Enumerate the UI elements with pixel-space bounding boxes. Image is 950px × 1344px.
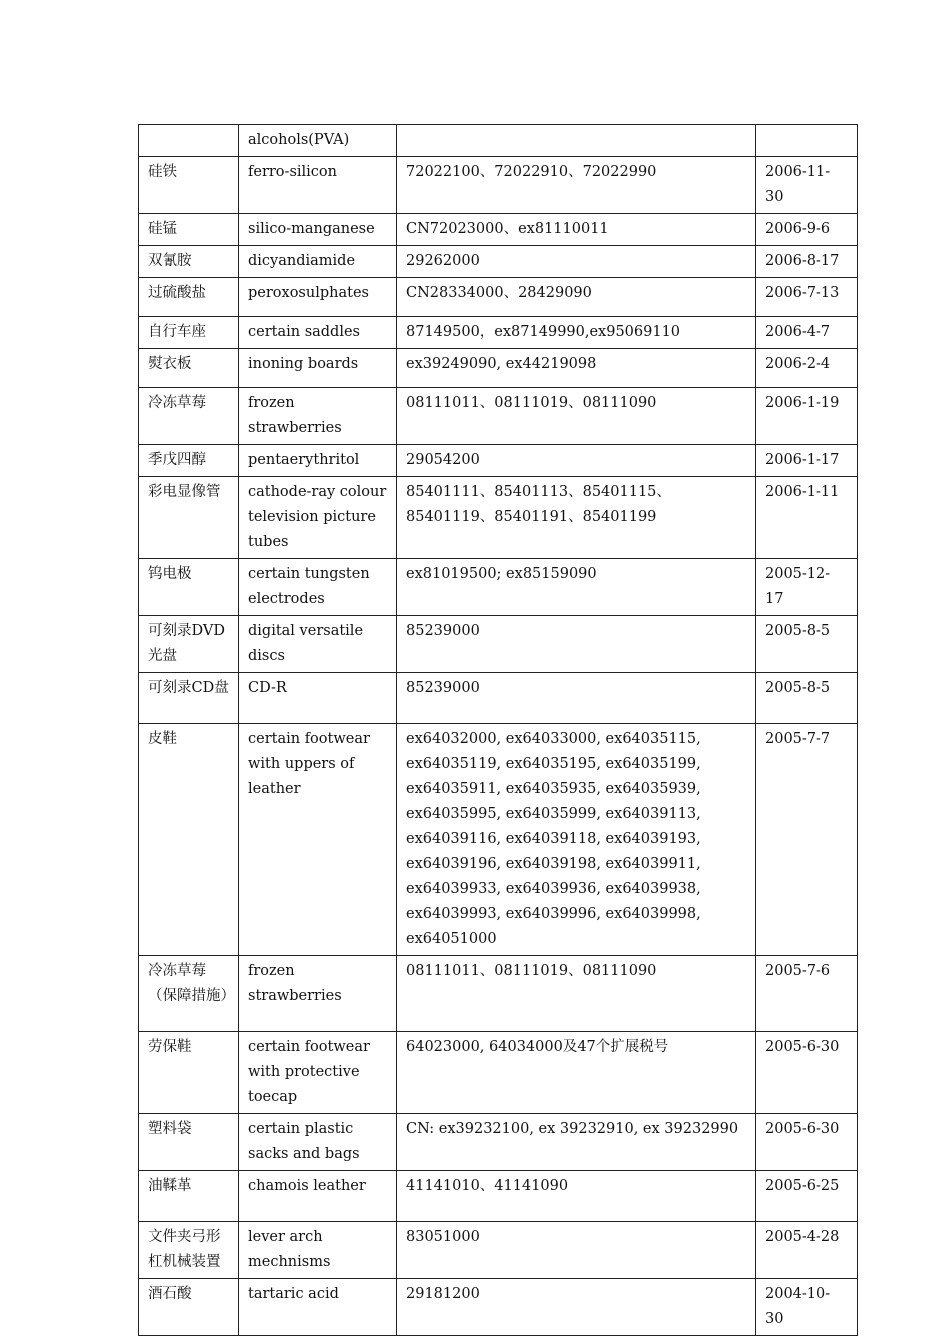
- tariff-codes: 85239000: [397, 673, 756, 724]
- product-name-en: frozen strawberries: [239, 388, 397, 445]
- tariff-codes: CN72023000、ex81110011: [397, 214, 756, 246]
- tariff-codes: CN: ex39232100, ex 39232910, ex 39232990: [397, 1114, 756, 1171]
- product-name-en: dicyandiamide: [239, 246, 397, 278]
- tariff-codes: 72022100、72022910、72022990: [397, 157, 756, 214]
- product-name-cn: 钨电极: [139, 559, 239, 616]
- tariff-codes: 64023000, 64034000及47个扩展税号: [397, 1032, 756, 1114]
- product-name-cn: 塑料袋: [139, 1114, 239, 1171]
- tariff-codes: ex64032000, ex64033000, ex64035115, ex64035119, ex64035195, ex64035199, ex64035911, ex64035935, ex64035939, ex64035995, ex64035999, ex64039113, ex64039116, ex64039118, ex64039193, ex64039196, ex64039198, ex64039911, ex64039933, ex64039936, ex64039938, ex64039993, ex64039996, ex64039998, ex64051000: [397, 724, 756, 956]
- table-row: [139, 388, 858, 445]
- product-name-cn: 过硫酸盐: [139, 278, 239, 317]
- tariff-codes: 29054200: [397, 445, 756, 477]
- case-date: 2006-1-19: [756, 388, 858, 445]
- product-name-en: silico-manganese: [239, 214, 397, 246]
- table-row: [139, 1222, 858, 1279]
- product-name-en: peroxosulphates: [239, 278, 397, 317]
- case-date: 2005-8-5: [756, 673, 858, 724]
- table-row: [139, 477, 858, 559]
- product-name-en: certain plastic sacks and bags: [239, 1114, 397, 1171]
- product-name-en: frozen strawberries: [239, 956, 397, 1032]
- tariff-codes: 85401111、85401113、85401115、85401119、85401191、85401199: [397, 477, 756, 559]
- tariff-codes: 29262000: [397, 246, 756, 278]
- product-name-cn: 可刻录DVD光盘: [139, 616, 239, 673]
- table-row: [139, 278, 858, 317]
- product-name-cn: 酒石酸: [139, 1279, 239, 1336]
- product-name-en: cathode-ray colour television picture tubes: [239, 477, 397, 559]
- tariff-codes: 08111011、08111019、08111090: [397, 388, 756, 445]
- product-name-cn: 自行车座: [139, 317, 239, 349]
- tariff-codes: ex81019500; ex85159090: [397, 559, 756, 616]
- product-name-en: certain footwear with uppers of leather: [239, 724, 397, 956]
- case-date: 2006-4-7: [756, 317, 858, 349]
- product-name-en: alcohols(PVA): [239, 125, 397, 157]
- case-date: 2005-8-5: [756, 616, 858, 673]
- product-name-en: lever arch mechnisms: [239, 1222, 397, 1279]
- tariff-codes: ex39249090, ex44219098: [397, 349, 756, 388]
- table-row: [139, 246, 858, 278]
- product-name-cn: 季戊四醇: [139, 445, 239, 477]
- product-name-cn: 冷冻草莓（保障措施）: [139, 956, 239, 1032]
- table-body: [139, 125, 858, 1336]
- product-name-en: ferro-silicon: [239, 157, 397, 214]
- product-name-cn: 硅锰: [139, 214, 239, 246]
- product-name-en: CD-R: [239, 673, 397, 724]
- table-row: [139, 956, 858, 1032]
- product-name-cn: 双氰胺: [139, 246, 239, 278]
- product-name-cn: 硅铁: [139, 157, 239, 214]
- case-date: 2006-9-6: [756, 214, 858, 246]
- tariff-codes: 85239000: [397, 616, 756, 673]
- trade-remedy-table: [138, 124, 858, 1336]
- tariff-codes: 83051000: [397, 1222, 756, 1279]
- case-date: 2006-11-30: [756, 157, 858, 214]
- product-name-cn: 皮鞋: [139, 724, 239, 956]
- case-date: [756, 125, 858, 157]
- table-row: [139, 125, 858, 157]
- product-name-en: certain footwear with protective toecap: [239, 1032, 397, 1114]
- tariff-codes: 08111011、08111019、08111090: [397, 956, 756, 1032]
- table-row: [139, 157, 858, 214]
- table-row: [139, 1032, 858, 1114]
- product-name-en: pentaerythritol: [239, 445, 397, 477]
- product-name-en: certain saddles: [239, 317, 397, 349]
- case-date: 2005-7-7: [756, 724, 858, 956]
- product-name-cn: 油鞣革: [139, 1171, 239, 1222]
- table-row: [139, 559, 858, 616]
- product-name-cn: 冷冻草莓: [139, 388, 239, 445]
- case-date: 2006-7-13: [756, 278, 858, 317]
- table-row: [139, 445, 858, 477]
- product-name-en: inoning boards: [239, 349, 397, 388]
- product-name-cn: 文件夹弓形杠机械装置: [139, 1222, 239, 1279]
- tariff-codes: [397, 125, 756, 157]
- case-date: 2005-12-17: [756, 559, 858, 616]
- product-name-cn: 劳保鞋: [139, 1032, 239, 1114]
- case-date: 2005-7-6: [756, 956, 858, 1032]
- product-name-en: chamois leather: [239, 1171, 397, 1222]
- product-name-en: digital versatile discs: [239, 616, 397, 673]
- case-date: 2005-6-25: [756, 1171, 858, 1222]
- product-name-cn: [139, 125, 239, 157]
- tariff-codes: CN28334000、28429090: [397, 278, 756, 317]
- tariff-codes: 29181200: [397, 1279, 756, 1336]
- product-name-en: tartaric acid: [239, 1279, 397, 1336]
- case-date: 2006-2-4: [756, 349, 858, 388]
- table-row: [139, 349, 858, 388]
- table-row: [139, 1279, 858, 1336]
- case-date: 2005-6-30: [756, 1032, 858, 1114]
- table-row: [139, 1171, 858, 1222]
- product-name-cn: 熨衣板: [139, 349, 239, 388]
- case-date: 2006-1-11: [756, 477, 858, 559]
- tariff-codes: 87149500，ex87149990,ex95069110: [397, 317, 756, 349]
- product-name-cn: 彩电显像管: [139, 477, 239, 559]
- case-date: 2006-8-17: [756, 246, 858, 278]
- case-date: 2004-10-30: [756, 1279, 858, 1336]
- product-name-en: certain tungsten electrodes: [239, 559, 397, 616]
- case-date: 2006-1-17: [756, 445, 858, 477]
- table-row: [139, 673, 858, 724]
- table-row: [139, 214, 858, 246]
- case-date: 2005-4-28: [756, 1222, 858, 1279]
- table-row: [139, 1114, 858, 1171]
- table-row: [139, 616, 858, 673]
- table-row: [139, 317, 858, 349]
- table-row: [139, 724, 858, 956]
- tariff-codes: 41141010、41141090: [397, 1171, 756, 1222]
- case-date: 2005-6-30: [756, 1114, 858, 1171]
- product-name-cn: 可刻录CD盘: [139, 673, 239, 724]
